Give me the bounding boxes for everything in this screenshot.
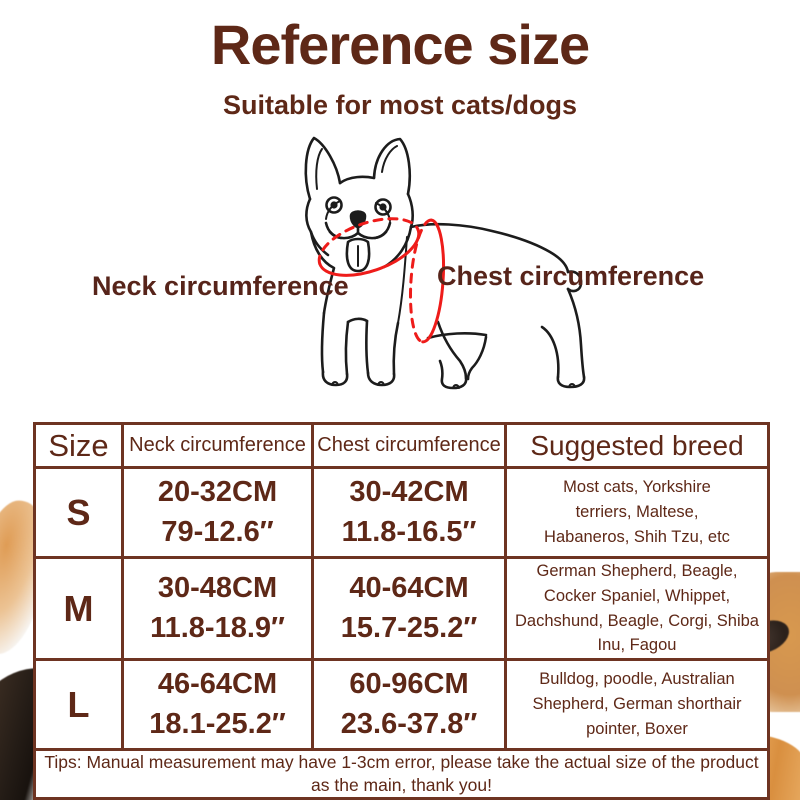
page-title: Reference size — [210, 13, 590, 76]
header-chest: Chest circumference — [313, 424, 506, 468]
chest-range — [313, 660, 506, 750]
chest-range — [313, 468, 506, 558]
suggested-breeds: Bulldog, poodle, Australian Shepherd, German shorthair pointer, Boxer — [506, 660, 769, 750]
header-size: Size — [35, 424, 123, 468]
chest-in: 15.7-25.2″ — [340, 611, 478, 644]
size-table — [33, 422, 770, 800]
chest-range — [313, 558, 506, 660]
tips-line-2: as the main, thank you! — [311, 774, 492, 795]
suggested-breeds: German Shepherd, Beagle, Cocker Spaniel, Whippet, Dachshund, Beagle, Corgi, Shiba Inu, Fagou — [506, 558, 769, 660]
neck-in: 11.8-18.9″ — [150, 611, 285, 644]
neck-in: 18.1-25.2″ — [149, 707, 286, 740]
neck-in: 79-12.6″ — [161, 515, 274, 548]
tips-text — [35, 750, 769, 799]
chest-circumference-label: Chest circumference — [437, 261, 705, 291]
neck-range — [123, 660, 313, 750]
tips-line-1: Tips: Manual measurement may have 1-3cm error, please take the actual size of the product — [44, 752, 759, 772]
chest-in: 11.8-16.5″ — [341, 515, 477, 548]
neck-range — [123, 558, 313, 660]
chest-cm: 60-96CM — [349, 668, 469, 701]
header-neck: Neck circumference — [123, 424, 313, 468]
neck-range — [123, 468, 313, 558]
table-row-l — [35, 660, 769, 750]
neck-cm: 20-32CM — [157, 476, 278, 509]
header-breed: Suggested breed — [506, 424, 769, 468]
table-row-m — [35, 558, 769, 660]
chest-in: 23.6-37.8″ — [340, 707, 478, 740]
neck-cm: 30-48CM — [157, 572, 278, 605]
size-letter: S — [35, 468, 123, 558]
page-subtitle: Suitable for most cats/dogs — [222, 90, 578, 120]
chest-cm: 30-42CM — [349, 476, 469, 509]
chest-cm: 40-64CM — [349, 572, 469, 605]
neck-circumference-label: Neck circumference — [92, 271, 349, 301]
size-letter: M — [35, 558, 123, 660]
size-letter: L — [35, 660, 123, 750]
table-row-s — [35, 468, 769, 558]
neck-cm: 46-64CM — [157, 668, 278, 701]
table-header-row — [35, 424, 769, 468]
suggested-breeds: Most cats, Yorkshire terriers, Maltese, Habaneros, Shih Tzu, etc — [506, 468, 769, 558]
tips-row — [35, 750, 769, 799]
